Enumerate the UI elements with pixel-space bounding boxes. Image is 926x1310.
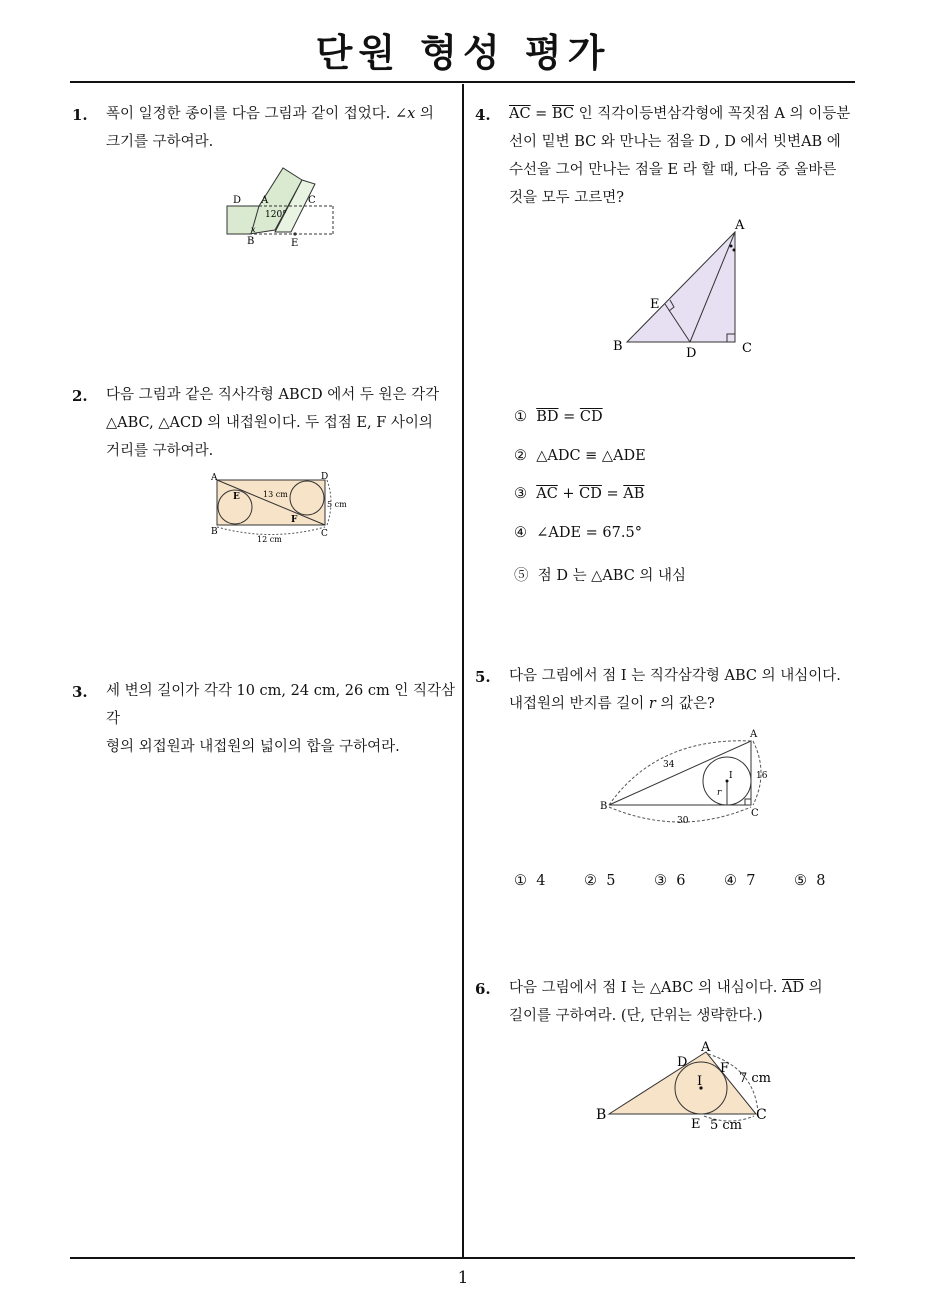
p4-option-2[interactable] bbox=[514, 448, 646, 464]
label-b: B bbox=[247, 236, 255, 247]
p4-option-3[interactable] bbox=[514, 486, 644, 502]
problem-3-line-2: 형의 외접원과 내접원의 넓이의 합을 구하여라. bbox=[106, 739, 400, 755]
label-b: B bbox=[613, 339, 623, 354]
label-e: E bbox=[291, 238, 299, 249]
bottom-rule bbox=[70, 1257, 855, 1259]
problem-4-line-1-text: 인 직각이등변삼각형에 꼭짓점 A 의 이등분 bbox=[573, 106, 851, 122]
problem-2-line-1: 다음 그림과 같은 직사각형 ABCD 에서 두 원은 각각 bbox=[106, 387, 440, 403]
segment-cd: $\overline{CD}$ bbox=[579, 486, 602, 502]
problem-1-line-2: 크기를 구하여라. bbox=[106, 134, 214, 150]
ec-length: 5 cm bbox=[710, 1118, 743, 1133]
page-title: 단원 형성 평가 bbox=[315, 31, 611, 75]
label-a: A bbox=[261, 195, 269, 206]
problem-6-figure bbox=[594, 1040, 784, 1135]
problem-5-figure bbox=[597, 725, 777, 830]
diagonal-length: 13 cm bbox=[263, 490, 288, 499]
ac-length: 7 cm bbox=[739, 1071, 772, 1086]
problem-6-line-1-end: 의 bbox=[804, 980, 823, 996]
problem-3-number: 3. bbox=[72, 683, 88, 701]
label-b: B bbox=[211, 527, 218, 537]
option-text: 점 D 는 △ABC 의 내심 bbox=[537, 568, 687, 584]
equals-sign: = bbox=[558, 409, 580, 425]
problem-5-line-2: 내접원의 반지름 길이 𝑟 의 값은? bbox=[509, 696, 715, 712]
option-marker: ② bbox=[514, 448, 527, 464]
option-value: 4 bbox=[536, 873, 546, 889]
label-e: E bbox=[650, 297, 660, 312]
segment-ac: $\overline{AC}$ bbox=[509, 106, 531, 122]
column-divider bbox=[462, 84, 464, 1259]
label-a: A bbox=[211, 473, 218, 483]
problem-5-line-1: 다음 그림에서 점 I 는 직각삼각형 ABC 의 내심이다. bbox=[509, 668, 841, 684]
label-r: r bbox=[717, 788, 722, 798]
option-marker: ① bbox=[514, 409, 527, 425]
problem-4-figure bbox=[605, 212, 765, 362]
problem-2-number: 2. bbox=[72, 387, 88, 405]
p5-option-4[interactable] bbox=[724, 873, 755, 889]
segment-ab: $\overline{AB}$ bbox=[623, 486, 645, 502]
label-f: F bbox=[720, 1061, 730, 1076]
angle-mark-dot-1 bbox=[730, 245, 733, 248]
label-d: D bbox=[686, 346, 697, 361]
p5-option-1[interactable] bbox=[514, 873, 545, 889]
problem-4-line-3: 수선을 그어 만나는 점을 E 라 할 때, 다음 중 올바른 bbox=[509, 162, 837, 178]
option-marker: ③ bbox=[514, 486, 527, 502]
problem-5-text bbox=[509, 662, 859, 718]
problem-6-text bbox=[509, 974, 859, 1030]
label-d: D bbox=[321, 472, 329, 482]
option-marker: ⑤ bbox=[794, 873, 807, 889]
label-b: B bbox=[596, 1107, 607, 1123]
problem-6-line-1-text: 다음 그림에서 점 I 는 △ABC 의 내심이다. bbox=[509, 980, 782, 996]
label-a: A bbox=[701, 1040, 711, 1055]
option-value: 6 bbox=[676, 873, 686, 889]
hypotenuse-length: 34 bbox=[663, 760, 675, 770]
angle-mark-dot-2 bbox=[733, 249, 736, 252]
problem-5-number: 5. bbox=[475, 668, 491, 686]
option-marker: ⑤ bbox=[514, 568, 529, 584]
leg-length: 16 bbox=[756, 771, 768, 781]
problem-2-line-3: 거리를 구하여라. bbox=[106, 443, 214, 459]
option-value: 8 bbox=[816, 873, 826, 889]
label-f: F bbox=[291, 515, 298, 525]
segment-bc: $\overline{BC}$ bbox=[551, 106, 574, 122]
problem-1-line-1: 폭이 일정한 종이를 다음 그림과 같이 접었다. ∠𝑥 의 bbox=[106, 106, 434, 122]
option-value: 7 bbox=[746, 873, 756, 889]
plus-sign: + bbox=[557, 486, 580, 502]
label-c: C bbox=[321, 529, 328, 539]
problem-3-line-1: 세 변의 길이가 각각 10 cm, 24 cm, 26 cm 인 직각삼각 bbox=[106, 683, 455, 727]
option-marker: ① bbox=[514, 873, 527, 889]
top-rule bbox=[70, 81, 855, 83]
base-length: 12 cm bbox=[257, 535, 282, 544]
label-a: A bbox=[735, 218, 745, 233]
problem-2-figure bbox=[205, 470, 355, 548]
option-value: 5 bbox=[606, 873, 616, 889]
p4-option-5[interactable] bbox=[514, 564, 686, 585]
angle-x-label: x bbox=[251, 225, 256, 234]
problem-1-figure bbox=[215, 160, 345, 255]
problem-4-line-1: $\overline{AC} = \overline{BC}$ 인 직각이등변삼각형에 꼭짓점 A 의 이등분 bbox=[509, 106, 851, 122]
segment-ac: $\overline{AC}$ bbox=[536, 486, 558, 502]
label-a: A bbox=[750, 729, 758, 740]
label-c: C bbox=[308, 195, 316, 206]
label-i: I bbox=[697, 1074, 703, 1089]
problem-1-text bbox=[106, 100, 456, 156]
problem-6-line-1 bbox=[509, 974, 859, 1002]
page-number: 1 bbox=[457, 1268, 469, 1288]
label-c: C bbox=[756, 1107, 767, 1123]
problem-4-line-2: 선이 밑변 BC 와 만나는 점을 D , D 에서 빗변AB 에 bbox=[509, 134, 841, 150]
side-length: 5 cm bbox=[327, 500, 347, 509]
problem-4-text bbox=[509, 100, 859, 212]
option-marker: ② bbox=[584, 873, 597, 889]
problem-3-text bbox=[106, 677, 456, 761]
option-text: ∠ADE = 67.5° bbox=[536, 525, 642, 541]
label-i: I bbox=[729, 771, 733, 781]
label-e: E bbox=[691, 1117, 701, 1132]
label-d: D bbox=[677, 1055, 688, 1070]
p4-option-4[interactable] bbox=[514, 525, 642, 541]
label-c: C bbox=[751, 808, 759, 819]
right-angle-c bbox=[745, 799, 751, 805]
p5-option-2[interactable] bbox=[584, 873, 615, 889]
problem-6-line-2: 길이를 구하여라. (단, 단위는 생략한다.) bbox=[509, 1008, 763, 1024]
label-e: E bbox=[233, 492, 240, 502]
problem-1-number: 1. bbox=[72, 106, 88, 124]
problem-6-number: 6. bbox=[475, 980, 491, 998]
problem-2-line-2: △ABC, △ACD 의 내접원이다. 두 접점 E, F 사이의 bbox=[106, 415, 433, 431]
point-e-dot bbox=[293, 232, 296, 235]
option-marker: ③ bbox=[654, 873, 667, 889]
angle-label: 120° bbox=[265, 210, 287, 220]
label-c: C bbox=[742, 341, 752, 356]
p5-option-5[interactable] bbox=[794, 873, 825, 889]
label-b: B bbox=[600, 801, 608, 812]
segment-cd: $\overline{CD}$ bbox=[579, 409, 603, 425]
p5-option-3[interactable] bbox=[654, 873, 685, 889]
equals-sign: = bbox=[601, 486, 624, 502]
problem-2-text bbox=[106, 381, 456, 465]
base-length: 30 bbox=[677, 816, 689, 826]
option-marker: ④ bbox=[724, 873, 737, 889]
base-dimension bbox=[217, 527, 325, 535]
problem-4-number: 4. bbox=[475, 106, 491, 124]
option-text: △ADC ≡ △ADE bbox=[536, 448, 646, 464]
triangle-abc bbox=[627, 232, 735, 342]
problem-4-line-4: 것을 모두 고르면? bbox=[509, 190, 625, 206]
segment-bd: $\overline{BD}$ bbox=[536, 409, 559, 425]
segment-ad: $\overline{AD}$ bbox=[781, 980, 805, 996]
p4-option-1[interactable] bbox=[514, 409, 603, 425]
label-d: D bbox=[233, 195, 242, 206]
option-marker: ④ bbox=[514, 525, 527, 541]
